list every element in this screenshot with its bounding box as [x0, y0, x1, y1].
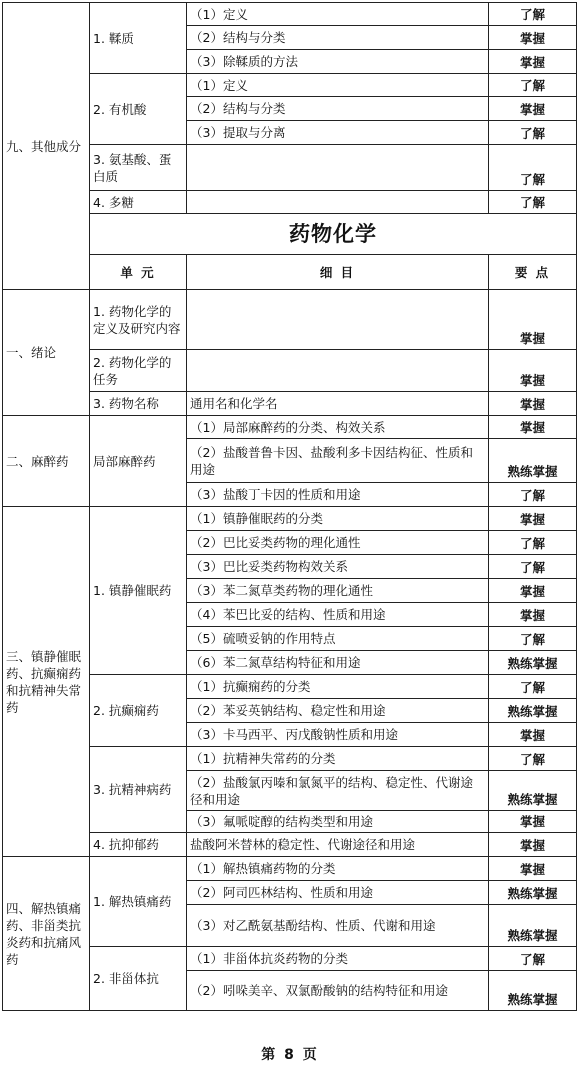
point-cell: （2）结构与分类 — [187, 26, 489, 50]
requirement-cell: 掌握 — [489, 97, 577, 121]
requirement-cell: 掌握 — [489, 290, 577, 350]
requirement-cell: 了解 — [489, 145, 577, 191]
requirement-cell: 熟练掌握 — [489, 971, 577, 1011]
requirement-cell: 熟练掌握 — [489, 439, 577, 483]
point-cell: （2）结构与分类 — [187, 97, 489, 121]
section-title: 药物化学 — [90, 214, 577, 255]
requirement-cell: 掌握 — [489, 811, 577, 833]
requirement-cell: 了解 — [489, 483, 577, 507]
point-cell: （3）氟哌啶醇的结构类型和用途 — [187, 811, 489, 833]
requirement-cell: 掌握 — [489, 507, 577, 531]
unit-cell: 二、麻醉药 — [3, 416, 90, 507]
point-cell: （3）苯二氮草类药物的理化通性 — [187, 579, 489, 603]
requirement-cell: 掌握 — [489, 350, 577, 392]
point-cell: （2）盐酸氯丙嗪和氯氮平的结构、稳定性、代谢途径和用途 — [187, 771, 489, 811]
syllabus-table — [2, 2, 577, 1011]
requirement-cell: 熟练掌握 — [489, 771, 577, 811]
requirement-cell: 掌握 — [489, 603, 577, 627]
point-cell — [187, 191, 489, 214]
point-cell: （5）硫喷妥钠的作用特点 — [187, 627, 489, 651]
point-cell: （6）苯二氮草结构特征和用途 — [187, 651, 489, 675]
header-unit: 单 元 — [90, 255, 187, 290]
page-number: 第 8 页 — [261, 1047, 319, 1063]
requirement-cell: 了解 — [489, 191, 577, 214]
requirement-cell: 掌握 — [489, 857, 577, 881]
point-cell: （3）提取与分离 — [187, 121, 489, 145]
detail-cell: 局部麻醉药 — [90, 416, 187, 507]
point-cell: （4）苯巴比妥的结构、性质和用途 — [187, 603, 489, 627]
detail-cell: 2. 有机酸 — [90, 74, 187, 145]
detail-cell: 3. 氨基酸、蛋白质 — [90, 145, 187, 191]
requirement-cell: 掌握 — [489, 416, 577, 439]
requirement-cell: 熟练掌握 — [489, 699, 577, 723]
detail-cell: 3. 抗精神病药 — [90, 747, 187, 833]
detail-cell: 1. 药物化学的定义及研究内容 — [90, 290, 187, 350]
point-cell: （1）镇静催眠药的分类 — [187, 507, 489, 531]
point-cell: （1）抗精神失常药的分类 — [187, 747, 489, 771]
point-cell: （2）盐酸普鲁卡因、盐酸利多卡因结构征、性质和用途 — [187, 439, 489, 483]
point-cell: （2）巴比妥类药物的理化通性 — [187, 531, 489, 555]
requirement-cell: 了解 — [489, 947, 577, 971]
detail-cell: 1. 解热镇痛药 — [90, 857, 187, 947]
point-cell: （2）阿司匹林结构、性质和用途 — [187, 881, 489, 905]
point-cell — [187, 290, 489, 350]
requirement-cell: 掌握 — [489, 833, 577, 857]
requirement-cell: 了解 — [489, 74, 577, 97]
detail-cell: 2. 抗癫痫药 — [90, 675, 187, 747]
header-point: 要 点 — [489, 255, 577, 290]
requirement-cell: 了解 — [489, 531, 577, 555]
requirement-cell: 掌握 — [489, 579, 577, 603]
point-cell: （1）抗癫痫药的分类 — [187, 675, 489, 699]
requirement-cell: 了解 — [489, 3, 577, 26]
unit-cell: 一、绪论 — [3, 290, 90, 416]
point-cell — [187, 145, 489, 191]
point-cell: （1）定义 — [187, 74, 489, 97]
requirement-cell: 掌握 — [489, 392, 577, 416]
requirement-cell: 了解 — [489, 675, 577, 699]
point-cell: （2）吲哚美辛、双氯酚酸钠的结构特征和用途 — [187, 971, 489, 1011]
requirement-cell: 熟练掌握 — [489, 905, 577, 947]
point-cell: 通用名和化学名 — [187, 392, 489, 416]
point-cell — [187, 350, 489, 392]
requirement-cell: 了解 — [489, 627, 577, 651]
detail-cell: 1. 鞣质 — [90, 3, 187, 74]
point-cell: （1）解热镇痛药物的分类 — [187, 857, 489, 881]
point-cell: 盐酸阿米替林的稳定性、代谢途径和用途 — [187, 833, 489, 857]
requirement-cell: 熟练掌握 — [489, 881, 577, 905]
point-cell: （3）卡马西平、丙戊酸钠性质和用途 — [187, 723, 489, 747]
point-cell: （1）局部麻醉药的分类、构效关系 — [187, 416, 489, 439]
detail-cell: 4. 抗抑郁药 — [90, 833, 187, 857]
requirement-cell: 掌握 — [489, 723, 577, 747]
requirement-cell: 掌握 — [489, 50, 577, 74]
requirement-cell: 掌握 — [489, 26, 577, 50]
header-detail: 细 目 — [187, 255, 489, 290]
detail-cell: 3. 药物名称 — [90, 392, 187, 416]
requirement-cell: 了解 — [489, 555, 577, 579]
point-cell: （3）对乙酰氨基酚结构、性质、代谢和用途 — [187, 905, 489, 947]
point-cell: （2）苯妥英钠结构、稳定性和用途 — [187, 699, 489, 723]
point-cell: （3）除鞣质的方法 — [187, 50, 489, 74]
point-cell: （1）非甾体抗炎药物的分类 — [187, 947, 489, 971]
requirement-cell: 了解 — [489, 747, 577, 771]
detail-cell: 2. 非甾体抗 — [90, 947, 187, 1011]
point-cell: （3）盐酸丁卡因的性质和用途 — [187, 483, 489, 507]
unit-cell: 三、镇静催眠药、抗癫痫药和抗精神失常药 — [3, 507, 90, 857]
detail-cell: 4. 多糖 — [90, 191, 187, 214]
unit-cell: 四、解热镇痛药、非甾类抗炎药和抗痛风药 — [3, 857, 90, 1011]
requirement-cell: 了解 — [489, 121, 577, 145]
detail-cell: 2. 药物化学的任务 — [90, 350, 187, 392]
point-cell: （1）定义 — [187, 3, 489, 26]
point-cell: （3）巴比妥类药物构效关系 — [187, 555, 489, 579]
detail-cell: 1. 镇静催眠药 — [90, 507, 187, 675]
requirement-cell: 熟练掌握 — [489, 651, 577, 675]
unit-cell: 九、其他成分 — [3, 3, 90, 290]
